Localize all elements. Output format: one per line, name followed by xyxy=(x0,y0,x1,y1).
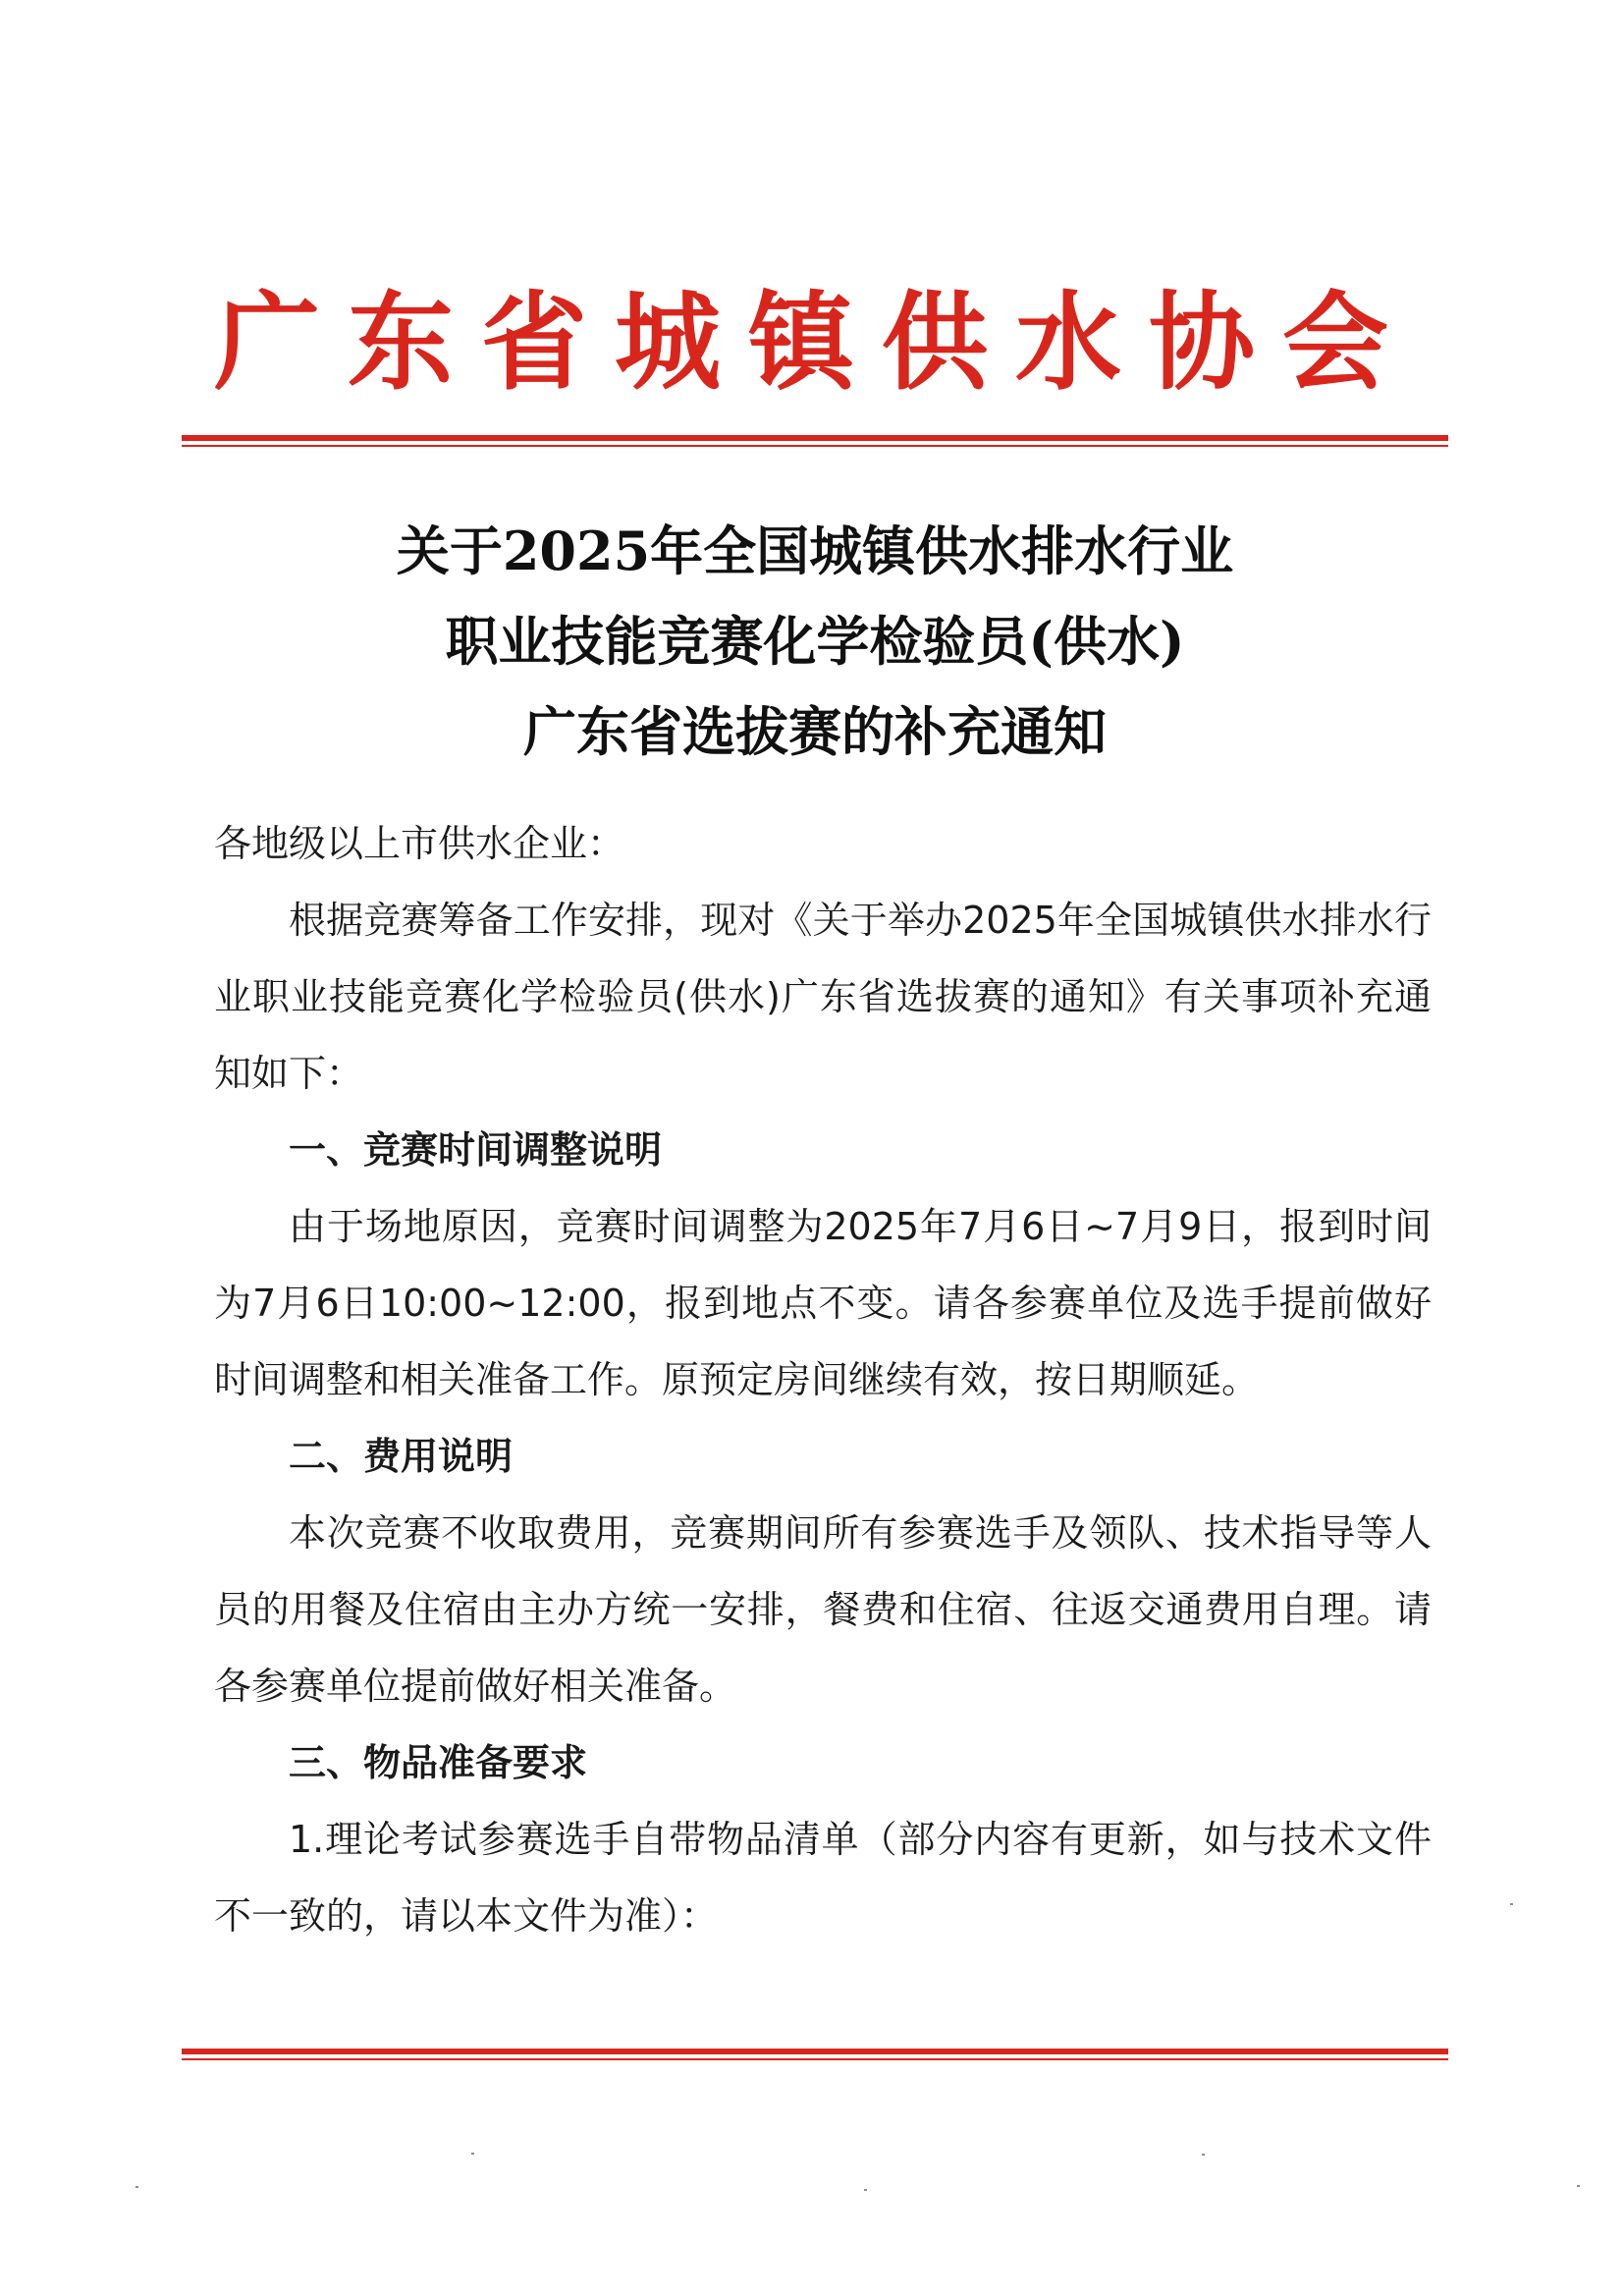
title-line-3: 广东省选拔赛的补充通知 xyxy=(523,700,1107,763)
section-3-item-1: 1.理论考试参赛选手自带物品清单（部分内容有更新，如与技术文件不一致的，请以本文件为准）： xyxy=(214,1818,1432,1938)
scan-speck xyxy=(471,2153,474,2155)
scan-speck xyxy=(1577,2185,1580,2187)
scan-speck xyxy=(1202,2154,1205,2156)
intro-paragraph: 根据竞赛筹备工作安排，现对《关于举办2025年全国城镇供水排水行业职业技能竞赛化学检验员(供水)广东省选拔赛的通知》有关事项补充通知如下： xyxy=(214,899,1432,1095)
title-line-1: 关于2025年全国城镇供水排水行业 xyxy=(396,519,1234,582)
section-2-heading: 二、费用说明 xyxy=(289,1435,514,1478)
section-2-paragraph: 本次竞赛不收取费用，竞赛期间所有参赛选手及领队、技术指导等人员的用餐及住宿由主办方统一安排，餐费和住宿、往返交通费用自理。请各参赛单位提前做好相关准备。 xyxy=(214,1511,1432,1708)
section-1-paragraph: 由于场地原因，竞赛时间调整为2025年7月6日~7月9日，报到时间为7月6日10:00~12:00，报到地点不变。请各参赛单位及选手提前做好时间调整和相关准备工作。原预定房间继续有效，按日期顺延。 xyxy=(214,1205,1432,1401)
section-3-heading: 三、物品准备要求 xyxy=(289,1741,588,1784)
section-1-heading: 一、竞赛时间调整说明 xyxy=(289,1128,663,1172)
title-line-2: 职业技能竞赛化学检验员(供水) xyxy=(445,610,1185,673)
document-title xyxy=(177,506,1453,777)
scan-speck xyxy=(1510,1903,1513,1905)
footer-divider xyxy=(182,2049,1448,2060)
document-body xyxy=(214,805,1432,1954)
letterhead-divider-top xyxy=(182,435,1448,447)
salutation: 各地级以上市供水企业： xyxy=(214,822,625,865)
scan-speck xyxy=(864,2189,867,2191)
letterhead-org-name: 广东省城镇供水协会 xyxy=(213,282,1416,405)
scan-speck xyxy=(135,2186,138,2188)
